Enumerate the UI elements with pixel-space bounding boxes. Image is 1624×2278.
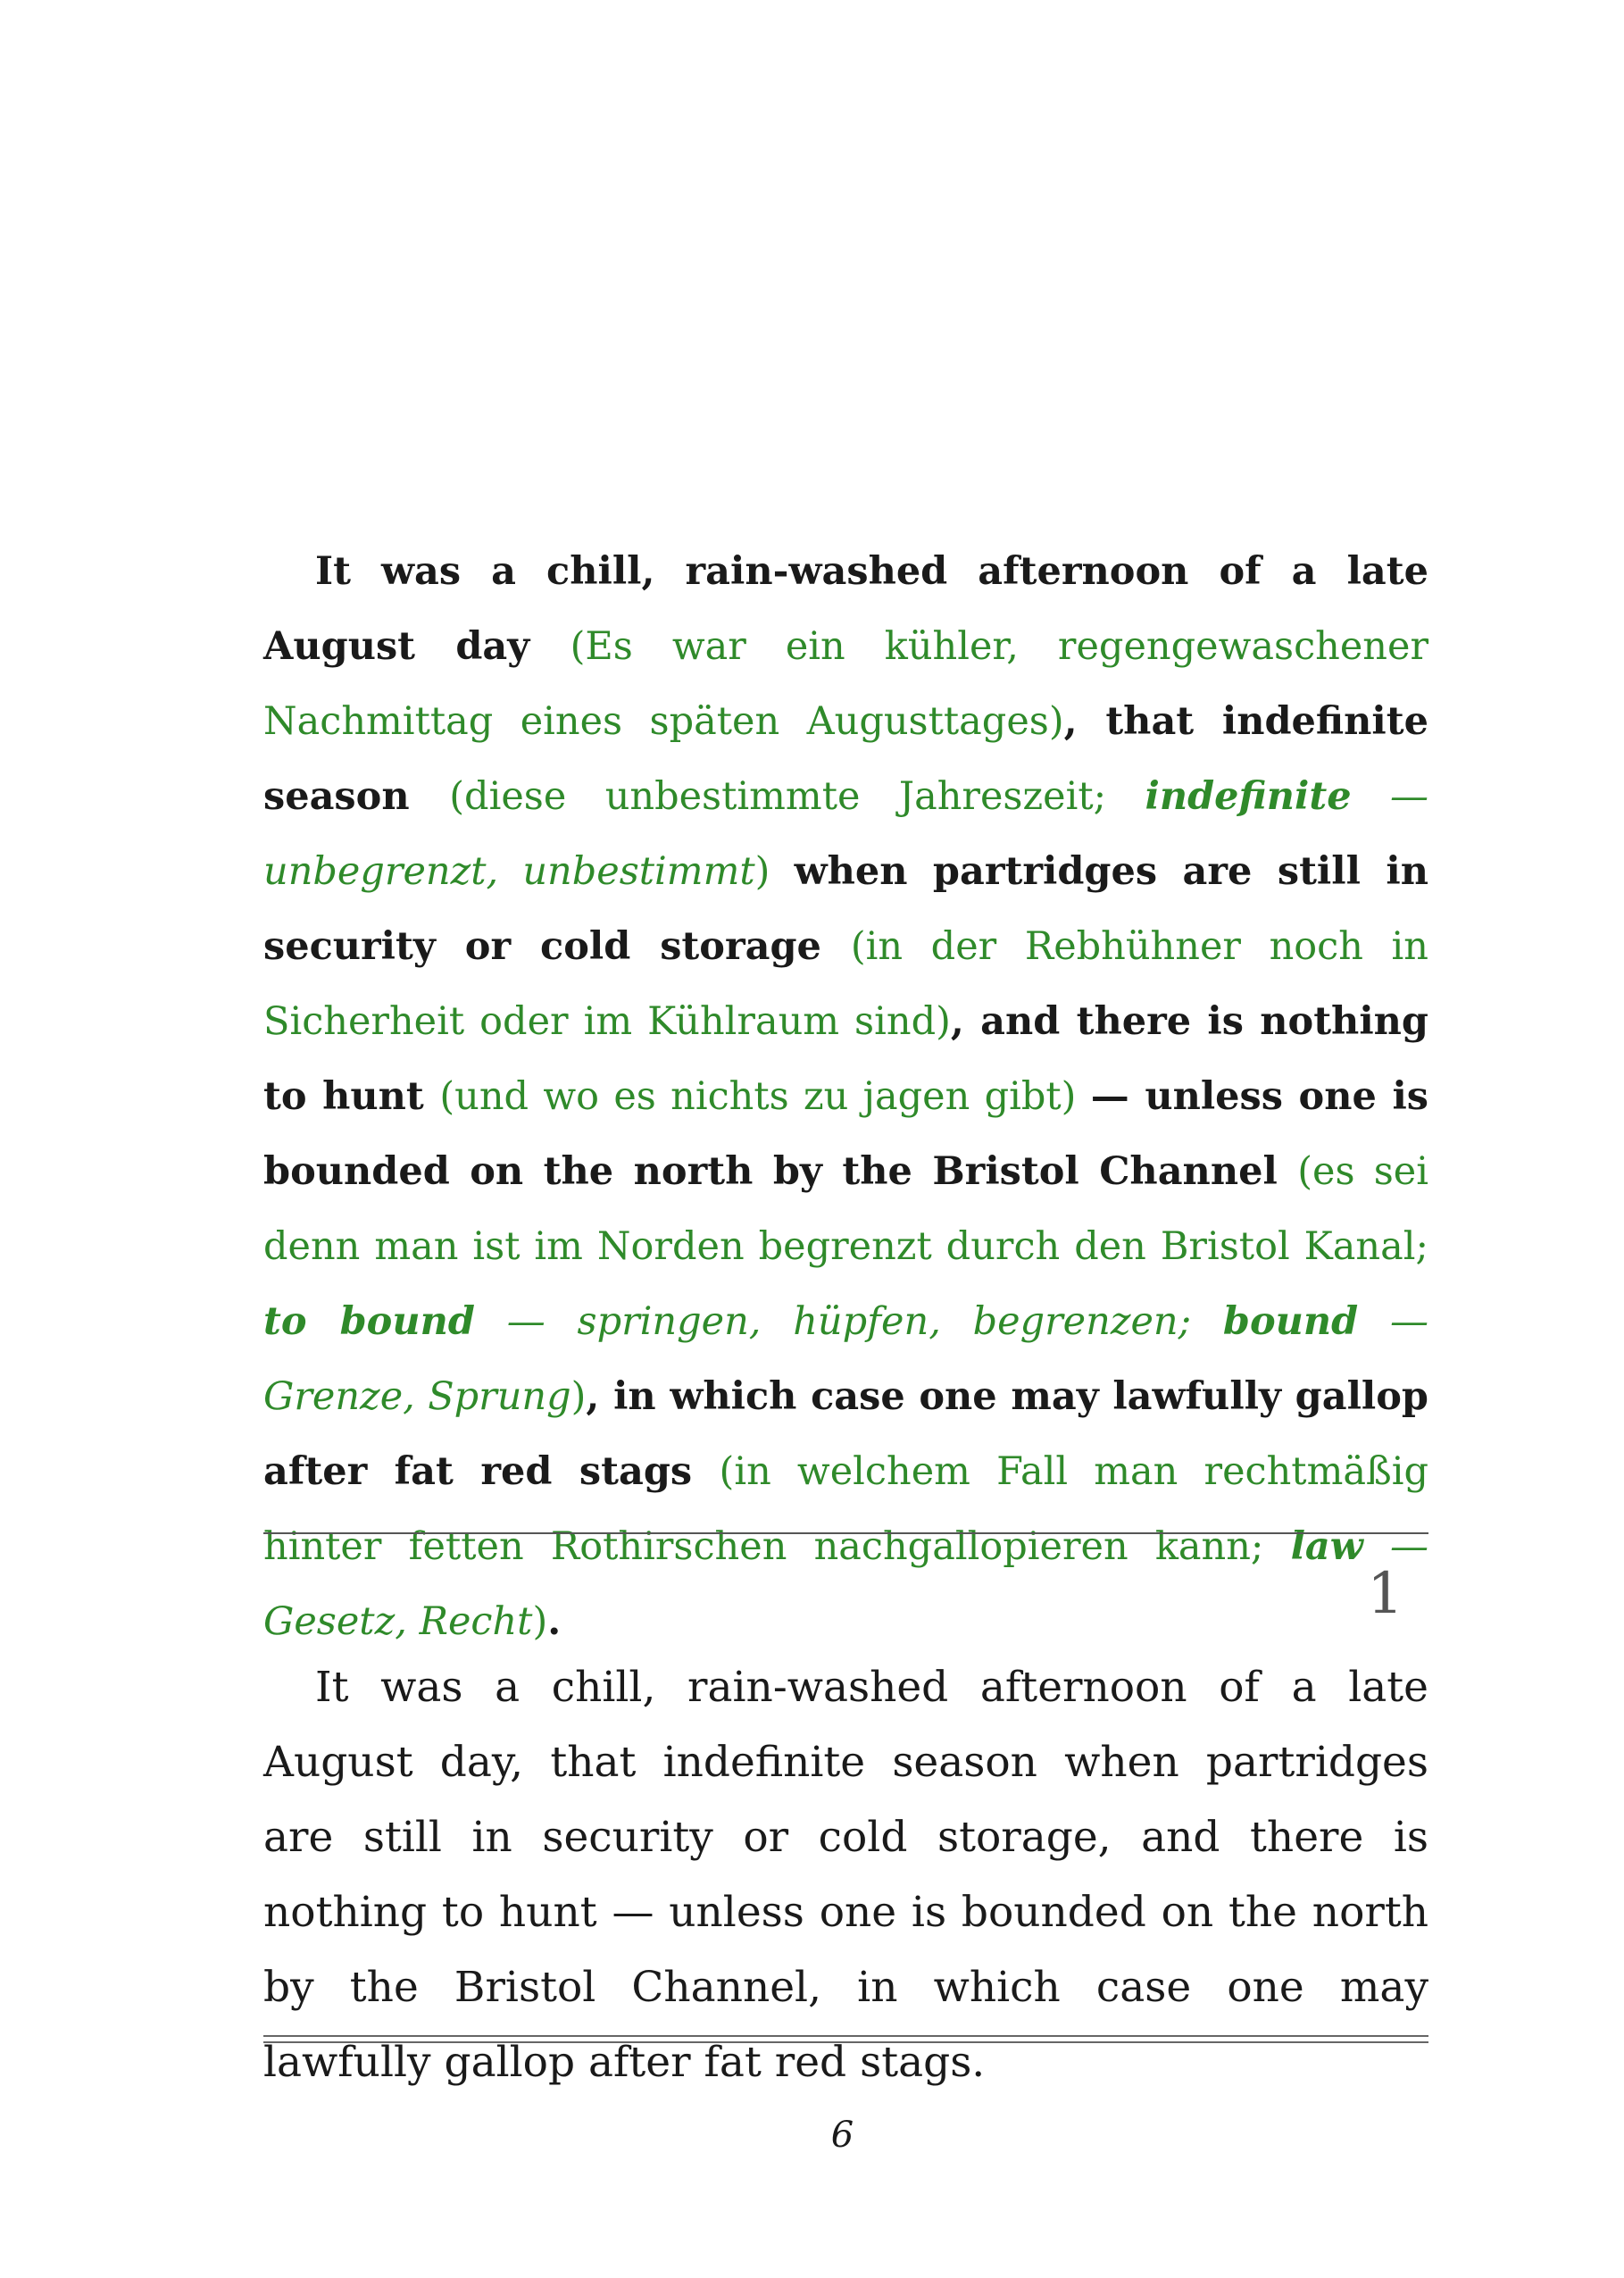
english-segment: when partridges are still in security or cold storage — [263, 849, 1428, 969]
glossed-term: indefinite — [1145, 774, 1352, 819]
german-translation-segment: (es sei denn man ist im Norden begrenzt durch den Bristol Kanal; — [263, 1149, 1428, 1269]
english-segment: , and there is nothing to hunt — [263, 999, 1428, 1119]
english-segment: . — [547, 1599, 562, 1644]
english-segment: It was a chill, rain-washed afternoon of a late August day — [263, 549, 1428, 669]
german-translation-segment: ) — [754, 849, 795, 894]
german-translation-segment: (in welchem Fall man rechtmäßig hinter fetten Rothirschen nachgallopieren kann; — [263, 1449, 1428, 1569]
original-paragraph: It was a chill, rain-washed afternoon of a late August day, that indefinite season when partridges are still in security or cold storage, and there is nothing to hunt — unless one is bounded on the north by the Bristol Channel, in which case one may lawfully gallop after fat red stags. — [263, 1663, 1428, 2087]
page-number: 6 — [830, 2115, 854, 2156]
glossed-term: law — [1290, 1524, 1363, 1569]
german-translation-segment: (in der Rebhühner noch in Sicherheit oder im Kühlraum sind) — [263, 924, 1428, 1044]
german-translation-segment: (diese unbestimmte Jahreszeit; — [449, 774, 1145, 819]
section-end-double-rule — [263, 2035, 1428, 2043]
english-segment: , that indefinite season — [263, 699, 1428, 819]
english-segment: , in which case one may lawfully gallop after fat red stags — [263, 1374, 1428, 1494]
german-translation-segment: (Es war ein kühler, regengewaschener Nachmittag eines späten Augusttages) — [263, 624, 1429, 744]
english-segment: — unless one is bounded on the north by the Bristol Channel — [263, 1074, 1428, 1194]
german-gloss-segment: — Grenze, Sprung — [263, 1299, 1429, 1419]
glossed-term: bound — [1222, 1299, 1359, 1344]
german-translation-segment: ) — [532, 1599, 548, 1644]
section-number: 1 — [1367, 1561, 1403, 1627]
german-translation-segment: ) — [570, 1374, 587, 1419]
annotated-paragraph — [263, 534, 1428, 1659]
german-gloss-segment: — springen, hüpfen, begrenzen; — [474, 1299, 1223, 1344]
german-gloss-segment: — unbegrenzt, unbestimmt — [263, 774, 1428, 894]
german-translation-segment: (und wo es nichts zu jagen gibt) — [439, 1074, 1091, 1119]
german-gloss-segment: — Gesetz, Recht — [263, 1524, 1428, 1644]
section-divider — [263, 1532, 1428, 1534]
glossed-term: to bound — [263, 1299, 475, 1344]
